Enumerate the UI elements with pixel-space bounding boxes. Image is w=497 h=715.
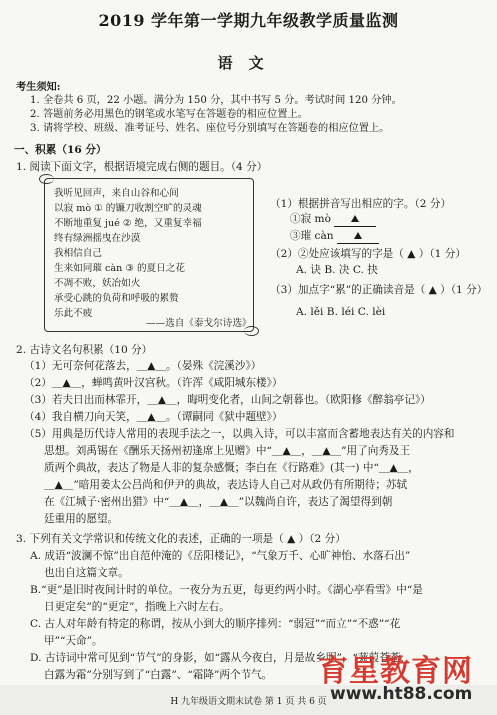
q2-line: （2）＿▲＿，蝉鸣黄叶汉宫秋。（许浑《咸阳城东楼》） <box>24 377 283 389</box>
q2-line: 质两个典故，表达了物是人非的复杂感慨；李白在《行路难》(其一) 中“＿▲＿， <box>44 462 419 474</box>
q3-option: 甲”“天命”。 <box>44 635 103 647</box>
q2-line: ＿▲＿”暗用姜太公吕尚和伊尹的典故，表达诗人自己对从政仍有所期待；苏轼 <box>44 479 408 491</box>
answer-triangle-icon <box>354 232 362 239</box>
q2-line: （1）无可奈何花落去，＿▲＿。（晏殊《浣溪沙》） <box>24 360 262 372</box>
q3-option: B.“更”是旧时夜间计时的单位。一夜分为五更，每更约两小时。《湖心亭看雪》中“是 <box>30 584 423 596</box>
q3-option: D. 古诗词中常可见到“节气”的身影，如“露从今夜白，月是故乡明”，“蒹葭苍苍， <box>30 652 411 664</box>
question-stem: 2. 古诗文名句积累（10 分） <box>16 344 153 356</box>
q2-line: （3）若夫日出而林霏开，＿▲＿，晦明变化者，山间之朝暮也。（欧阳修《醉翁亭记》） <box>24 394 431 406</box>
poem-line: 我听见回声，来自山谷和心间 <box>54 188 179 199</box>
q2-line: （4）我自横刀向天笑，＿▲＿。（谭嗣同《狱中题壁》） <box>24 411 283 423</box>
notice-item: 3. 请将学校、班级、准考证号、姓名、座位号分别填写在答题卷的相应位置上。 <box>30 123 390 134</box>
watermark-brand: 育星教育网 <box>318 654 473 689</box>
q1-right-line: A. 诀 B. 决 C. 抉 <box>296 264 378 276</box>
poem-line: 生来如同璀 càn ③ 的夏日之花 <box>54 263 185 274</box>
poem-source: ——选自《泰戈尔诗选》 <box>146 318 252 329</box>
poem-line: 承受心跳的负荷和呼吸的累赘 <box>54 293 179 304</box>
q1-right-line: （2）②处应该填写的字是（ ▲ ）（1 分） <box>270 248 466 260</box>
watermark-url: www.ht88.com <box>330 684 473 704</box>
notice-heading: 考生须知: <box>16 81 61 93</box>
q1-right-line: A. lěi B. léi C. lèi <box>296 306 386 318</box>
q3-option: 白露为霜”分别写到了“白露”、“霜降”两个节气。 <box>44 669 273 681</box>
q3-option: C. 古人对年龄有特定的称谓，按从小到大的顺序排列：“弱冠”“而立”“不惑”“花 <box>30 618 401 630</box>
section-heading: 一、积累（16 分） <box>14 144 107 156</box>
poem-line: 不凋不败，妖冶如火 <box>54 278 141 289</box>
poem-line: 我相信自己 <box>54 248 102 259</box>
poem-line: 不断地重复 jué ② 绝，又重复幸福 <box>54 218 202 229</box>
poem-line: 以寂 mò ① 的镰刀收割空旷的灵魂 <box>54 203 202 214</box>
notice-item: 2. 答题前务必用黑色的钢笔或水笔写在答题卷的相应位置上。 <box>30 109 308 120</box>
q2-line: （5）用典是历代诗人常用的表现手法之一，以典入诗，可以丰富而含蓄地表达有关的内容和 <box>24 428 455 440</box>
q2-line: 在《江城子·密州出猎》中“＿▲＿，＿▲＿”以魏尚自许，表达了渴望得到朝 <box>44 496 393 508</box>
answer-triangle-icon <box>351 215 359 222</box>
subject-title: 语文 <box>217 54 280 72</box>
q2-line: 思想。刘禹锡在《酬乐天扬州初逢席上见赠》中“＿▲＿，＿▲＿”用了向秀及王 <box>44 445 411 457</box>
q2-line: 廷重用的愿望。 <box>44 513 119 525</box>
q1-right-line: （3）加点字“累”的正确读音是（ ▲ ）（1 分） <box>270 284 488 296</box>
notice-item: 1. 全卷共 6 页，22 小题。满分为 150 分，其中书写 5 分。考试时间 120 分钟。 <box>30 95 402 106</box>
page-title: 2019 学年第一学期九年级教学质量监测 <box>98 11 399 30</box>
q3-option: A. 成语“波澜不惊”出自范仲淹的《岳阳楼记》，“气象万千、心旷神怡、水落石出” <box>30 550 411 562</box>
q1-right-line: （1）根据拼音写出相应的字。（2 分） <box>270 198 452 210</box>
q3-option: 也出自这篇文章。 <box>44 567 129 579</box>
question-stem: 1. 阅读下面文字，根据语境完成右侧的题目。（4 分） <box>16 161 268 173</box>
q1-right-line: ③璀 càn <box>290 228 379 244</box>
question-stem: 3. 下列有关文学常识和传统文化的表述，正确的一项是（ ▲ ）（2 分） <box>16 533 346 545</box>
q1-right-line: ①寂 mò <box>290 211 376 227</box>
poem-line: 终有绿洲摇曳在沙漠 <box>54 233 141 244</box>
q3-option: 日更定矣”的“更定”，指晚上六时左右。 <box>44 601 230 613</box>
page-footer: H 九年级语文期末试卷 第 1 页 共 6 页 <box>170 697 327 707</box>
poem-line: 乐此不疲 <box>54 308 93 319</box>
